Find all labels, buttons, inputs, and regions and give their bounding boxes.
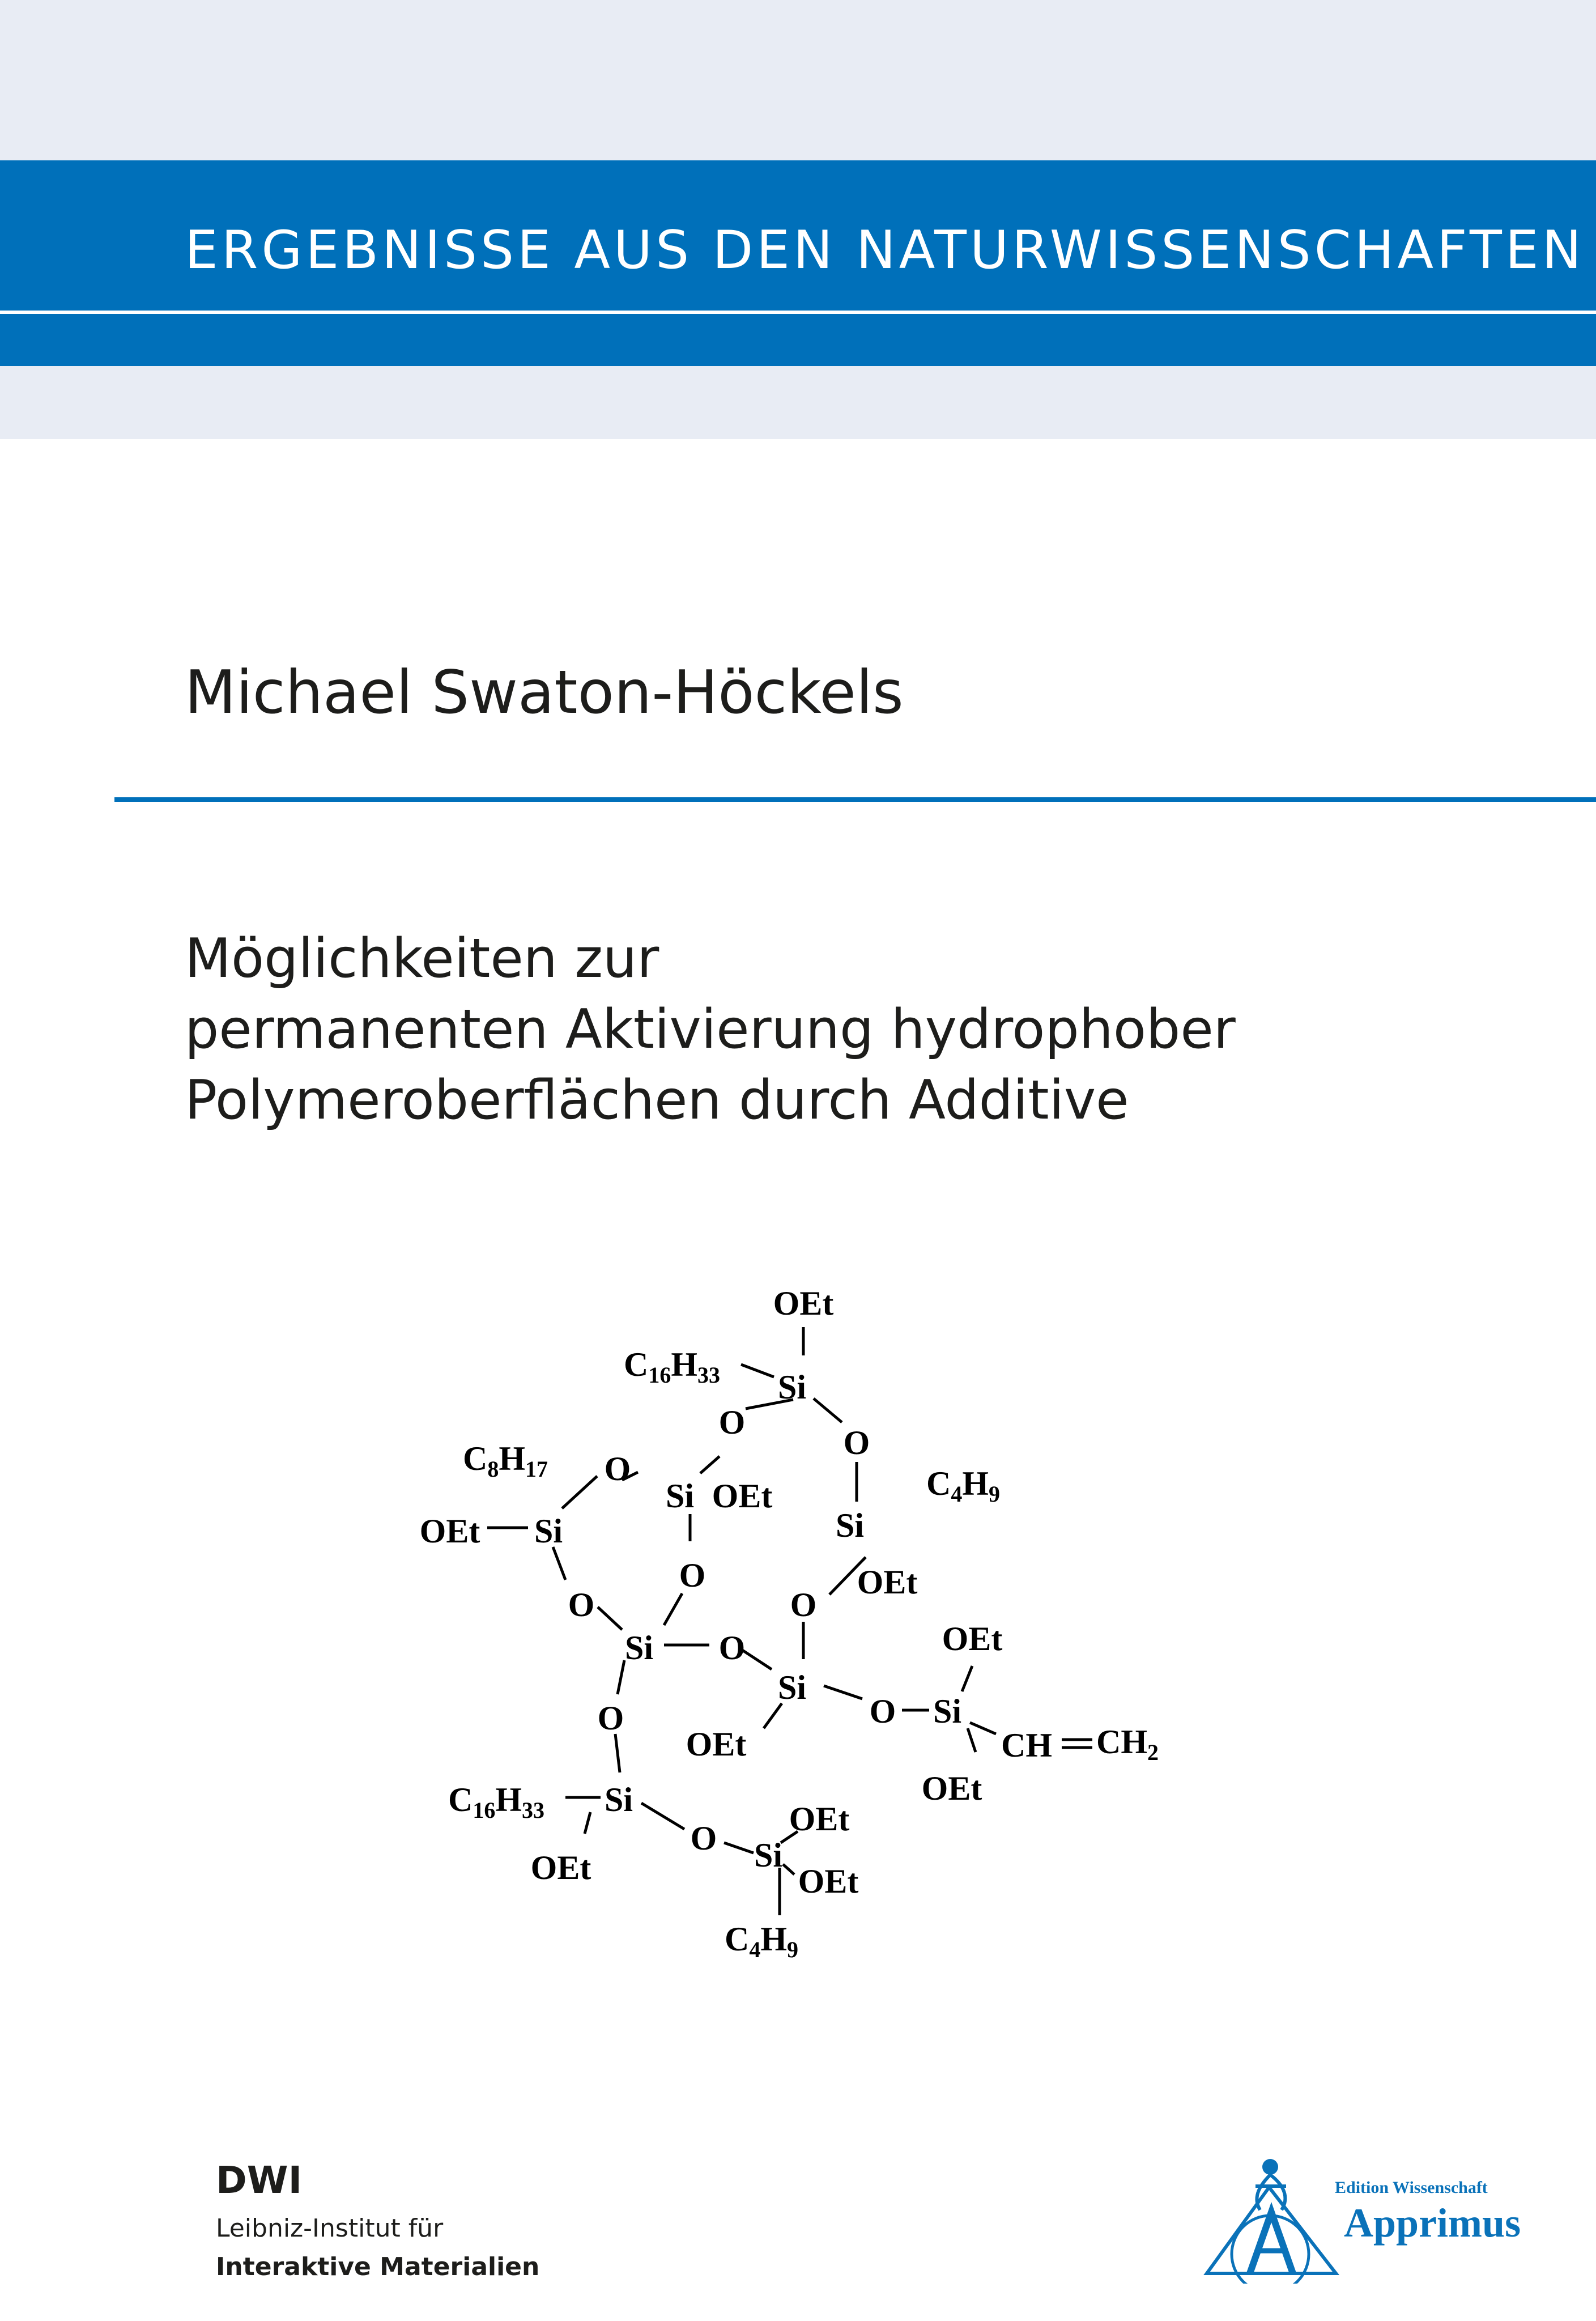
o-label: O bbox=[790, 1586, 817, 1623]
author-name: Michael Swaton-Höckels bbox=[185, 658, 904, 727]
bond bbox=[962, 1666, 972, 1691]
oet-label: OEt bbox=[921, 1770, 982, 1807]
si-label: Si bbox=[604, 1781, 633, 1818]
bond bbox=[664, 1593, 682, 1625]
oet-label: OEt bbox=[857, 1563, 918, 1601]
si-label: Si bbox=[835, 1507, 865, 1544]
oet-label: OEt bbox=[789, 1800, 850, 1838]
si-label: Si bbox=[754, 1837, 783, 1874]
o-label: O bbox=[718, 1404, 746, 1441]
c4h9-label: $C_4H_9$ bbox=[724, 1920, 799, 1962]
bond bbox=[598, 1607, 622, 1630]
o-label: O bbox=[679, 1557, 706, 1594]
bond bbox=[968, 1728, 976, 1752]
c16h33-label: $C_{16}H_{33}$ bbox=[448, 1781, 545, 1823]
bond bbox=[814, 1398, 842, 1422]
o-label: O bbox=[690, 1820, 717, 1857]
publisher-line1: Edition Wissenschaft bbox=[1335, 2178, 1488, 2197]
si-label: Si bbox=[777, 1368, 807, 1406]
si-label: Si bbox=[624, 1629, 654, 1667]
bond bbox=[824, 1686, 862, 1699]
publisher-line2: Apprimus bbox=[1344, 2200, 1521, 2246]
bond bbox=[553, 1547, 565, 1580]
c4h9-label: $C_4H_9$ bbox=[926, 1465, 1001, 1507]
oet-label: OEt bbox=[686, 1725, 747, 1763]
title-line: Polymeroberflächen durch Additive bbox=[185, 1069, 1129, 1132]
bond bbox=[618, 1660, 624, 1694]
bond bbox=[641, 1803, 684, 1829]
title-line: Möglichkeiten zur bbox=[185, 928, 659, 990]
bond bbox=[585, 1812, 590, 1834]
dwi-line2: Leibniz-Institut für bbox=[216, 2214, 444, 2243]
bond bbox=[741, 1364, 774, 1377]
bond bbox=[724, 1843, 754, 1853]
dwi-name: DWI bbox=[216, 2158, 303, 2202]
c16h33-label: $C_{16}H_{33}$ bbox=[623, 1346, 721, 1388]
bond bbox=[562, 1476, 597, 1508]
bond bbox=[764, 1703, 782, 1728]
oet-label: OEt bbox=[942, 1620, 1003, 1657]
o-label: O bbox=[843, 1424, 870, 1461]
bond bbox=[700, 1456, 720, 1473]
oet-label: OEt bbox=[798, 1863, 859, 1900]
o-label: O bbox=[718, 1629, 746, 1667]
publisher-logo bbox=[1201, 2153, 1521, 2284]
si-label: Si bbox=[534, 1512, 563, 1550]
bond bbox=[783, 1864, 794, 1874]
o-label: O bbox=[597, 1699, 624, 1737]
o-label: O bbox=[869, 1693, 896, 1730]
dwi-logo bbox=[216, 2158, 540, 2281]
o-label: O bbox=[568, 1586, 595, 1623]
series-title: ERGEBNISSE AUS DEN NATURWISSENSCHAFTEN bbox=[185, 219, 1585, 280]
ch2-label: $CH_2$ bbox=[1096, 1723, 1159, 1765]
oet-label: OEt bbox=[712, 1477, 773, 1515]
bond bbox=[970, 1723, 996, 1734]
atom-labels bbox=[420, 1285, 1159, 1962]
oet-label: OEt bbox=[419, 1512, 480, 1550]
si-label: Si bbox=[665, 1477, 695, 1515]
oet-label: OEt bbox=[773, 1285, 834, 1322]
oet-label: OEt bbox=[530, 1849, 591, 1886]
c8h17-label: $C_8H_{17}$ bbox=[462, 1440, 548, 1482]
ch-label: CH bbox=[1001, 1727, 1052, 1764]
dwi-line3: Interaktive Materialien bbox=[216, 2252, 540, 2281]
si-label: Si bbox=[777, 1669, 807, 1706]
bond bbox=[615, 1734, 620, 1772]
o-label: O bbox=[604, 1450, 631, 1487]
title-line: permanenten Aktivierung hydrophober bbox=[185, 998, 1236, 1061]
si-label: Si bbox=[933, 1693, 962, 1730]
